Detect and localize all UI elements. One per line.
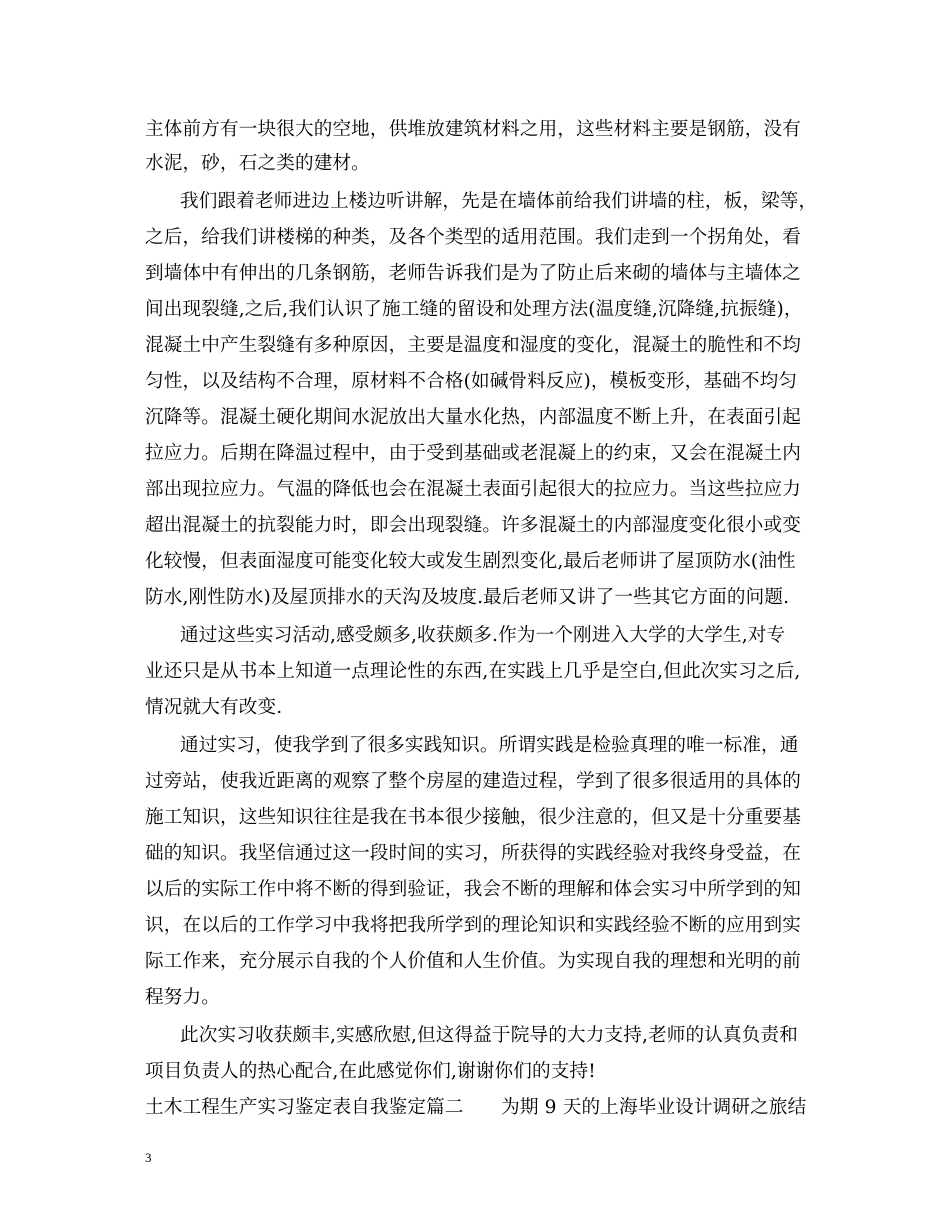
text-line: 防水,刚性防水)及屋顶排水的天沟及坡度.最后老师又讲了一些其它方面的问题. [145,587,790,608]
text-line: 混凝土中产生裂缝有多种原因，主要是温度和湿度的变化，混凝土的脆性和不均 [145,335,802,356]
paragraph-start-line: 通过这些实习活动,感受颇多,收获颇多.作为一个刚进入大学的大学生,对专 [180,625,786,646]
text-line: 项目负责人的热心配合,在此感觉你们,谢谢你们的支持! [145,1061,596,1082]
text-line: 主体前方有一块很大的空地，供堆放建筑材料之用，这些材料主要是钢筋，没有 [145,119,802,140]
text-line: 之后，给我们讲楼梯的种类，及各个类型的适用范围。我们走到一个拐角处，看 [145,227,802,248]
text-line: 水泥，砂，石之类的建材。 [145,153,370,174]
text-line: 际工作来，充分展示自我的个人价值和人生价值。为实现自我的理想和光明的前 [145,951,802,972]
paragraph-start-line: 我们跟着老师进边上楼边听讲解，先是在墙体前给我们讲墙的柱，板，梁等， [180,191,818,212]
text-line: 以后的实际工作中将不断的得到验证，我会不断的理解和体会实习中所学到的知 [145,879,802,900]
text-line: 过旁站，使我近距离的观察了整个房屋的建造过程，学到了很多很适用的具体的 [145,771,802,792]
section-heading-line: 土木工程生产实习鉴定表自我鉴定篇二 为期 9 天的上海毕业设计调研之旅结 [145,1097,807,1118]
paragraph-start-line: 通过实习，使我学到了很多实践知识。所谓实践是检验真理的唯一标准，通 [180,735,799,756]
text-line: 施工知识，这些知识往往是我在书本很少接触，很少注意的，但又是十分重要基 [145,807,802,828]
text-line: 拉应力。后期在降温过程中，由于受到基础或老混凝上的约束，又会在混凝土内 [145,443,802,464]
text-line: 到墙体中有伸出的几条钢筋，老师告诉我们是为了防止后来砌的墙体与主墙体之 [145,263,802,284]
text-line: 础的知识。我坚信通过这一段时间的实习，所获得的实践经验对我终身受益，在 [145,843,802,864]
text-line: 间出现裂缝,之后,我们认识了施工缝的留设和处理方法(温度缝,沉降缝,抗振缝)， [145,299,803,320]
text-line: 化较慢，但表面湿度可能变化较大或发生剧烈变化,最后老师讲了屋顶防水(油性 [145,551,796,572]
text-line: 业还只是从书本上知道一点理论性的东西,在实践上几乎是空白,但此次实习之后, [145,661,801,682]
text-line: 情况就大有改变. [145,697,283,718]
paragraph-start-line: 此次实习收获颇丰,实感欣慰,但这得益于院导的大力支持,老师的认真负责和 [180,1025,798,1046]
page-number: 3 [145,1150,152,1165]
text-line: 部出现拉应力。气温的降低也会在混凝土表面引起很大的拉应力。当这些拉应力 [145,479,802,500]
text-line: 识，在以后的工作学习中我将把我所学到的理论知识和实践经验不断的应用到实 [145,915,802,936]
text-line: 程努力。 [145,987,220,1008]
text-line: 沉降等。混凝土硬化期间水泥放出大量水化热，内部温度不断上升，在表面引起 [145,407,802,428]
text-line: 匀性，以及结构不合理，原材料不合格(如碱骨料反应)，模板变形，基础不均匀 [145,371,798,392]
text-line: 超出混凝土的抗裂能力时，即会出现裂缝。许多混凝土的内部湿度变化很小或变 [145,515,802,536]
